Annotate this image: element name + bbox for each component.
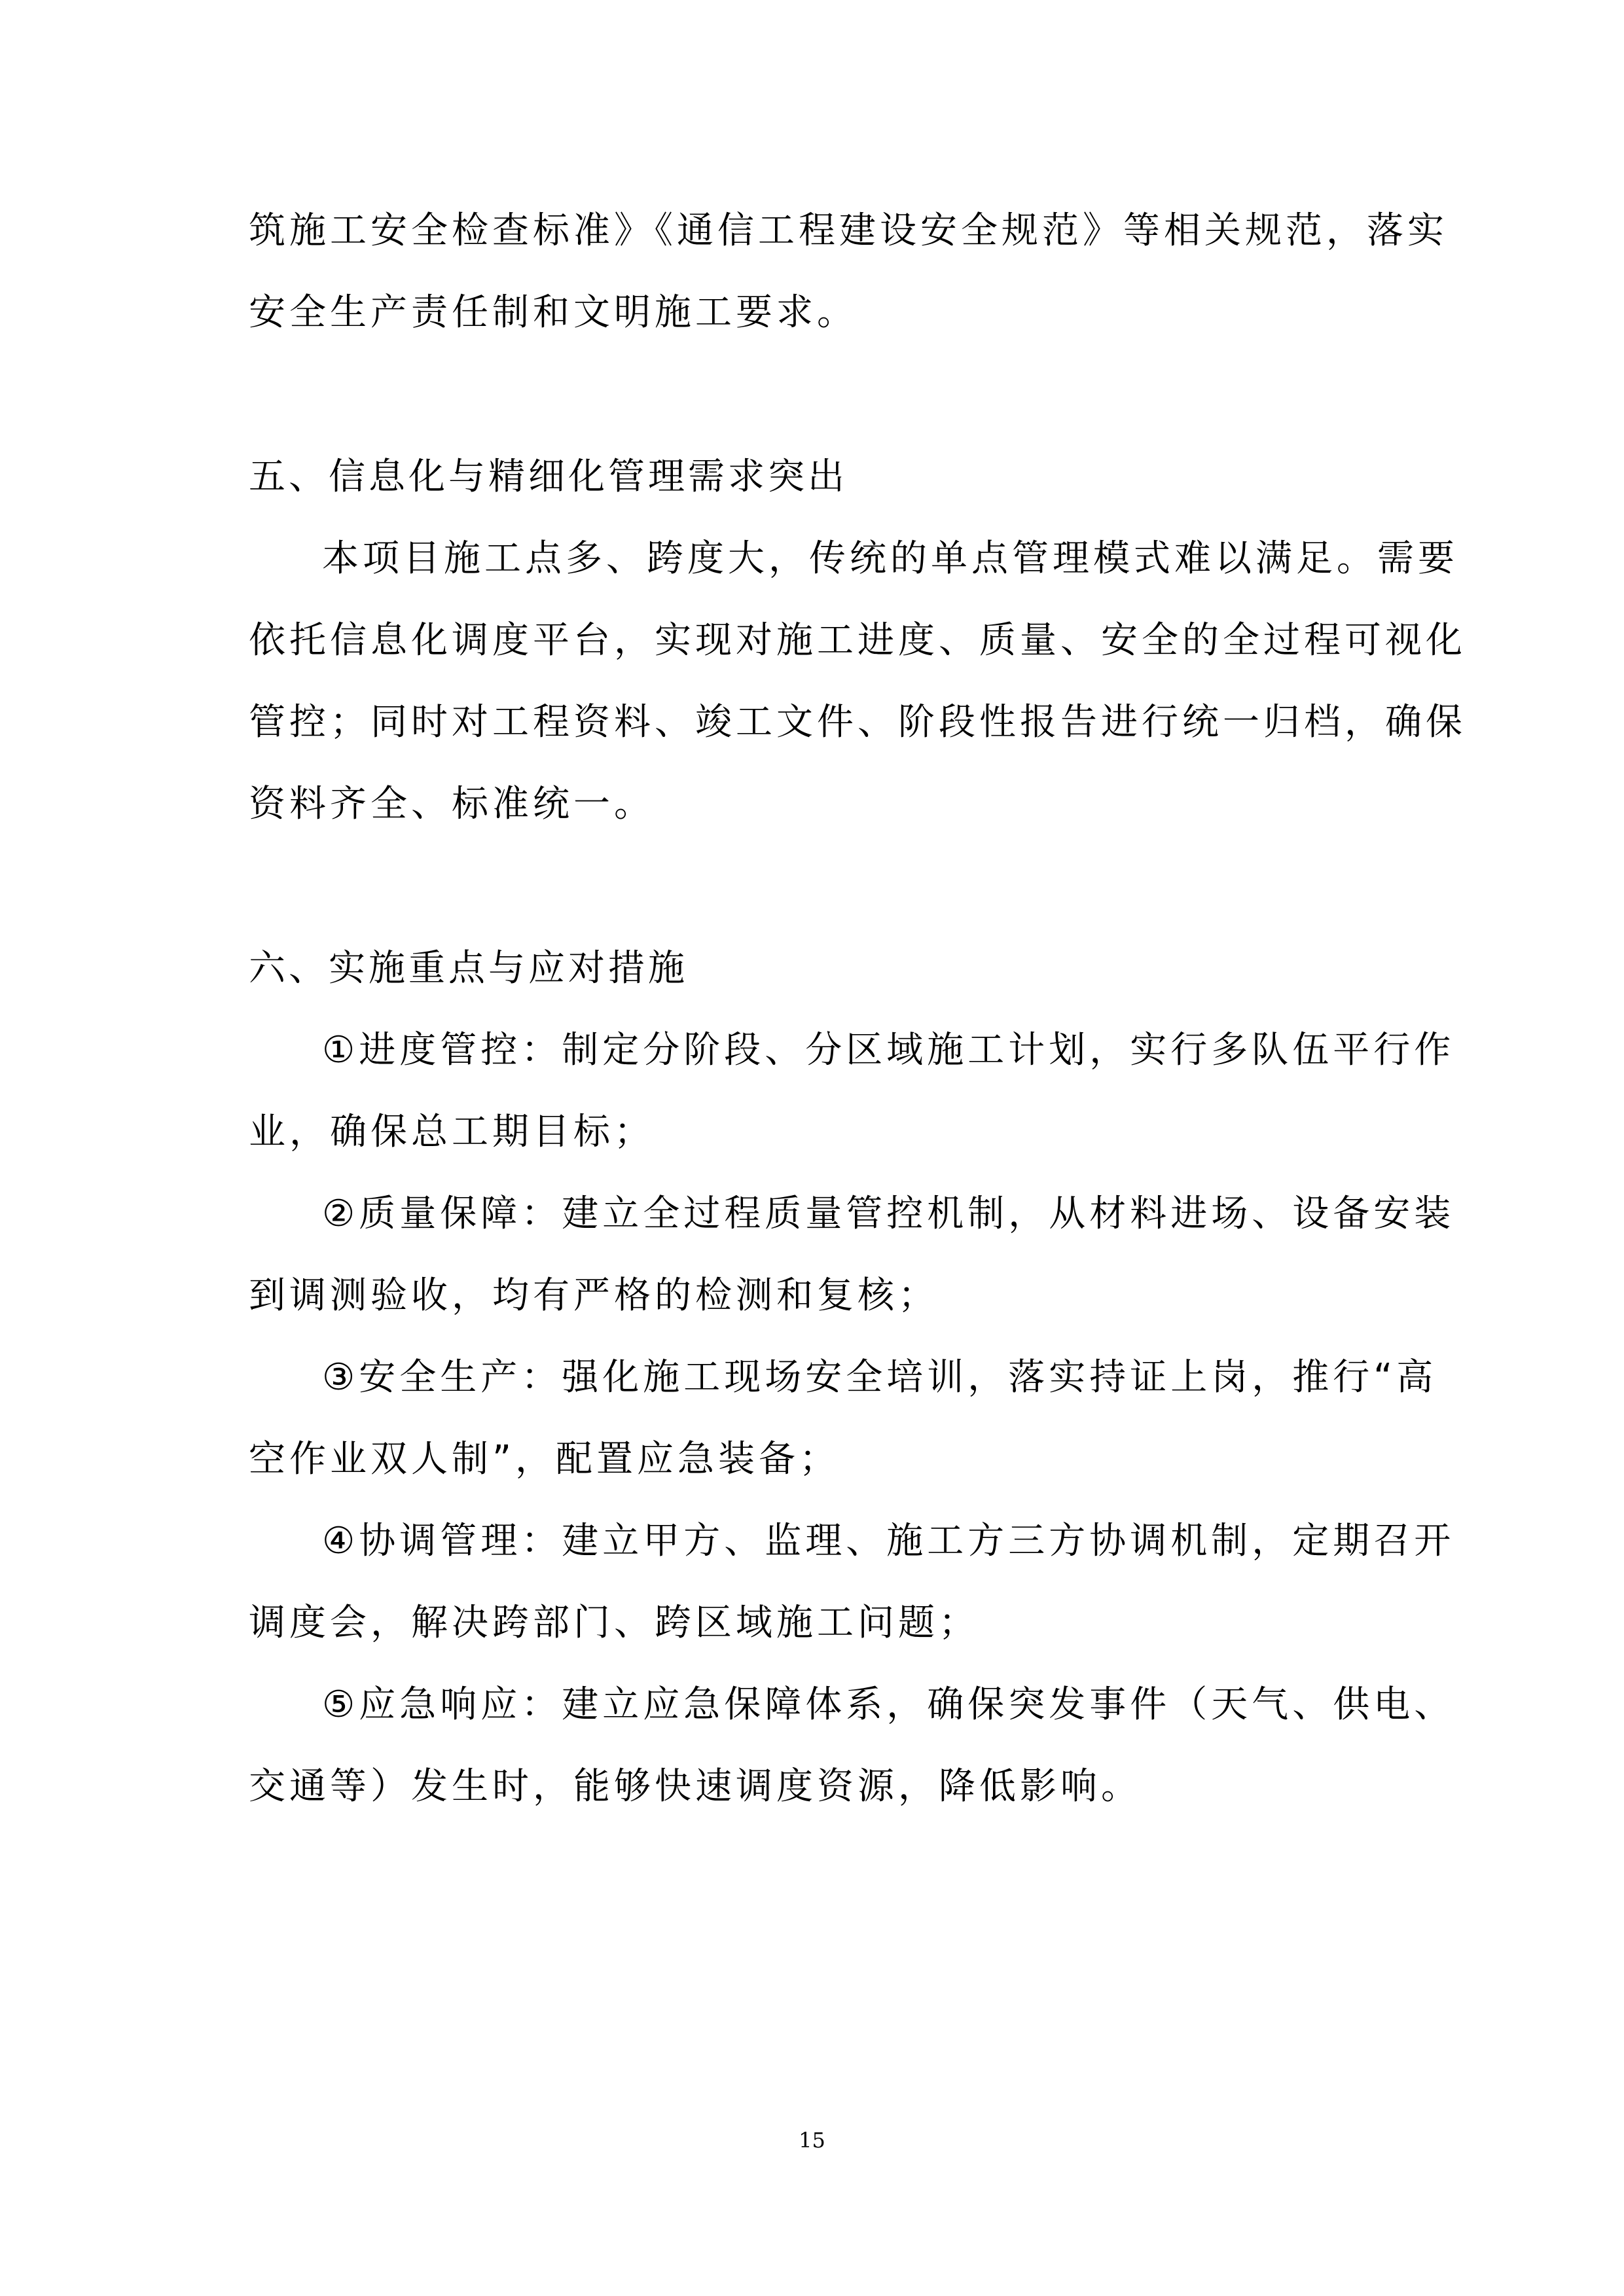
list-item-line: ①进度管控：制定分阶段、分区域施工计划，实行多队伍平行作 [322,1029,1455,1071]
list-item-line: ⑤应急响应：建立应急保障体系，确保突发事件（天气、供电、 [322,1683,1455,1726]
section-heading-6: 六、实施重点与应对措施 [249,947,688,990]
list-item-line: ③安全生产：强化施工现场安全培训，落实持证上岗，推行“高 [322,1356,1437,1399]
section-heading-5: 五、信息化与精细化管理需求突出 [249,456,848,498]
page-number: 15 [799,2128,825,2153]
paragraph-line: 依托信息化调度平台，实现对施工进度、质量、安全的全过程可视化 [249,619,1466,662]
paragraph-line: 资料齐全、标准统一。 [249,783,655,825]
list-item-line: 调度会，解决跨部门、跨区域施工问题； [249,1602,979,1644]
paragraph-line: 筑施工安全检查标准》《通信工程建设安全规范》等相关规范，落实 [249,209,1448,252]
list-item-line: 业，确保总工期目标； [249,1111,655,1153]
list-item-line: ④协调管理：建立甲方、监理、施工方三方协调机制，定期召开 [322,1520,1455,1562]
list-item-line: 交通等）发生时，能够快速调度资源，降低影响。 [249,1765,1142,1808]
paragraph-line: 安全生产责任制和文明施工要求。 [249,291,857,334]
list-item-line: ②质量保障：建立全过程质量管控机制，从材料进场、设备安装 [322,1193,1455,1235]
list-item-line: 到调测验收，均有严格的检测和复核； [249,1274,939,1317]
list-item-line: 空作业双人制”，配置应急装备； [249,1438,840,1480]
paragraph-line: 管控；同时对工程资料、竣工文件、阶段性报告进行统一归档，确保 [249,701,1466,744]
paragraph-line: 本项目施工点多、跨度大，传统的单点管理模式难以满足。需要 [322,537,1458,580]
